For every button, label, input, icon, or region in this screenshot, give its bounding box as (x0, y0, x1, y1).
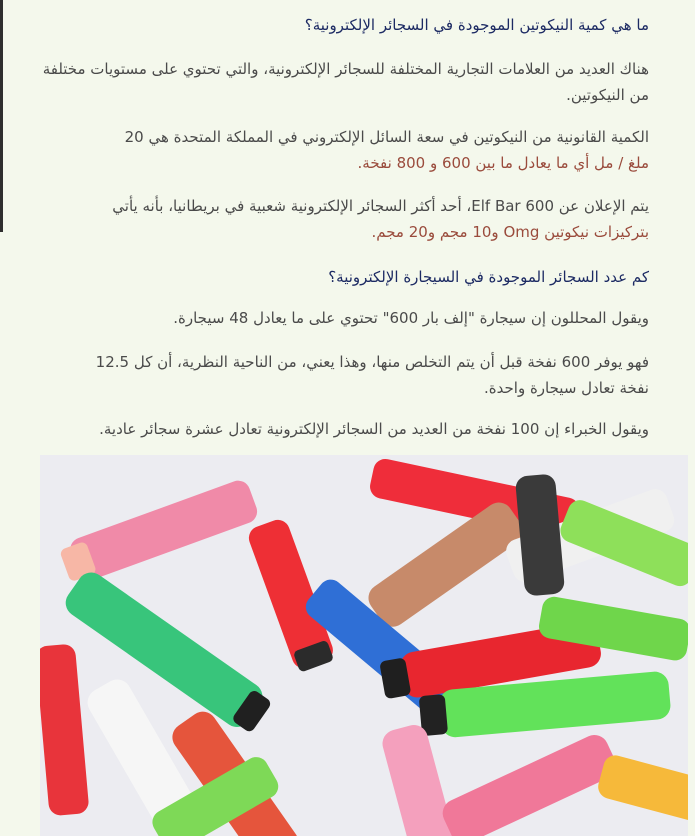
paragraph-puffs-line2: نفخة تعادل سيجارة واحدة. (484, 379, 649, 397)
vapes-illustration (40, 455, 688, 836)
left-edge-divider (0, 0, 3, 232)
heading-nicotine-amount: ما هي كمية النيكوتين الموجودة في السجائر الإلكترونية؟ (304, 16, 649, 34)
paragraph-puffs (39, 349, 649, 401)
paragraph-legal-amount (39, 124, 649, 176)
paragraph-elf-bar-line1: يتم الإعلان عن Elf Bar 600، أحد أكثر السجائر الإلكترونية شعبية في بريطانيا، بأنه يأتي (112, 197, 649, 215)
paragraph-analysts: ويقول المحللون إن سيجارة "إلف بار 600" تحتوي على ما يعادل 48 سيجارة. (173, 309, 649, 327)
paragraph-legal-amount-line2: ملغ / مل أي ما يعادل ما بين 600 و 800 نفخة. (357, 154, 649, 172)
paragraph-elf-bar (39, 193, 649, 245)
paragraph-puffs-line1: فهو يوفر 600 نفخة قبل أن يتم التخلص منها، وهذا يعني، من الناحية النظرية، أن كل 12.5 (95, 353, 649, 371)
paragraph-experts: ويقول الخبراء إن 100 نفخة من العديد من السجائر الإلكترونية تعادل عشرة سجائر عادية. (99, 420, 649, 438)
paragraph-elf-bar-line2: بتركيزات نيكوتين Omg و10 مجم و20 مجم. (371, 223, 649, 241)
heading-cigarette-count: كم عدد السجائر الموجودة في السيجارة الإلكترونية؟ (328, 268, 649, 286)
vapes-photo (40, 455, 688, 836)
paragraph-brands: هناك العديد من العلامات التجارية المختلفة للسجائر الإلكترونية، والتي تحتوي على مستويات مختلفة من النيكوتين. (42, 60, 649, 104)
paragraph-legal-amount-line1: الكمية القانونية من النيكوتين في سعة السائل الإلكتروني في المملكة المتحدة هي 20 (124, 128, 649, 146)
